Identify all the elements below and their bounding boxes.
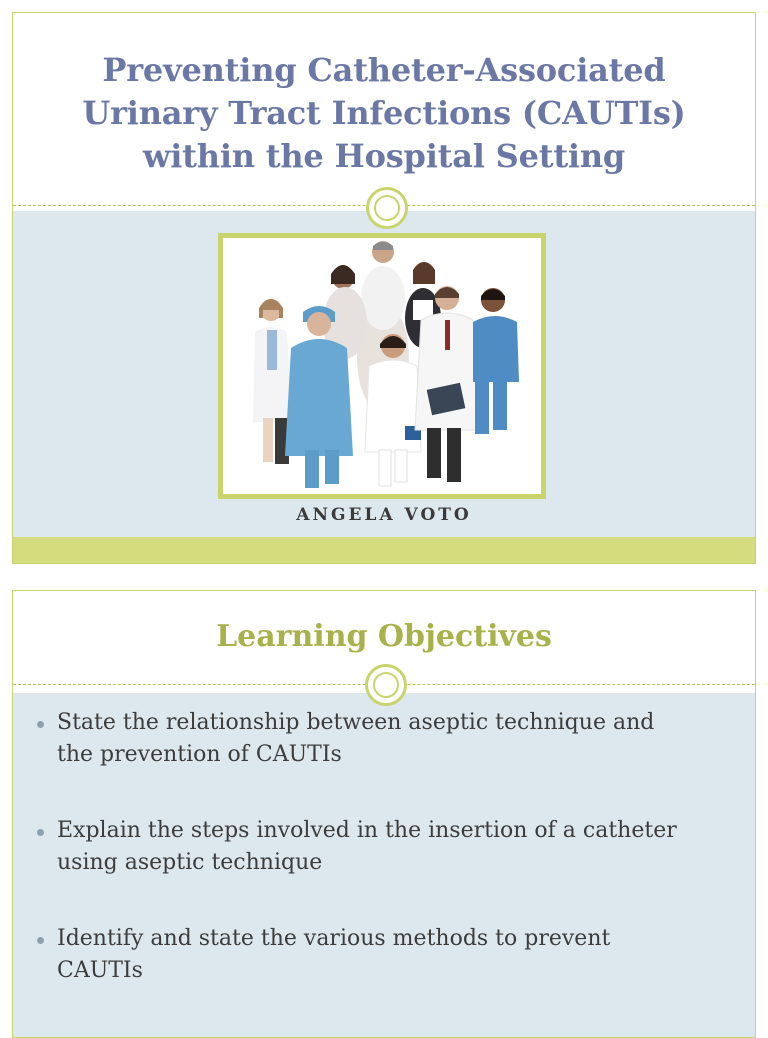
medical-team-photo-icon: [223, 238, 541, 494]
circle-ornament-icon: [366, 187, 408, 229]
bullet-text: CAUTIs: [57, 958, 143, 983]
bullet-text: State the relationship between aseptic technique and: [57, 710, 655, 735]
bullet-icon: [37, 721, 44, 728]
bullet-text: using aseptic technique: [57, 850, 323, 875]
circle-ornament-icon: [365, 664, 407, 706]
bullet-text: Explain the steps involved in the insertion of a catheter: [57, 818, 677, 843]
title-slide: [12, 12, 756, 564]
bullet-text: Identify and state the various methods to prevent: [57, 926, 611, 951]
objectives-list: [35, 707, 735, 1031]
objectives-slide: [12, 590, 756, 1038]
bullet-text: the prevention of CAUTIs: [57, 742, 342, 767]
presentation-title: [13, 13, 755, 178]
title-line: Urinary Tract Infections (CAUTIs): [82, 94, 686, 132]
title-line: Preventing Catheter-Associated: [102, 51, 666, 89]
bullet-icon: [37, 829, 44, 836]
list-item: [35, 815, 735, 879]
footer-bar: [13, 537, 755, 563]
list-item: [35, 923, 735, 987]
author-name: ANGELA VOTO: [296, 505, 472, 525]
title-area: [13, 13, 755, 205]
medical-team-photo: [218, 233, 546, 499]
list-item: [35, 707, 735, 771]
bullet-icon: [37, 937, 44, 944]
slide-title: Learning Objectives: [216, 619, 552, 654]
title-line: within the Hospital Setting: [142, 137, 626, 175]
